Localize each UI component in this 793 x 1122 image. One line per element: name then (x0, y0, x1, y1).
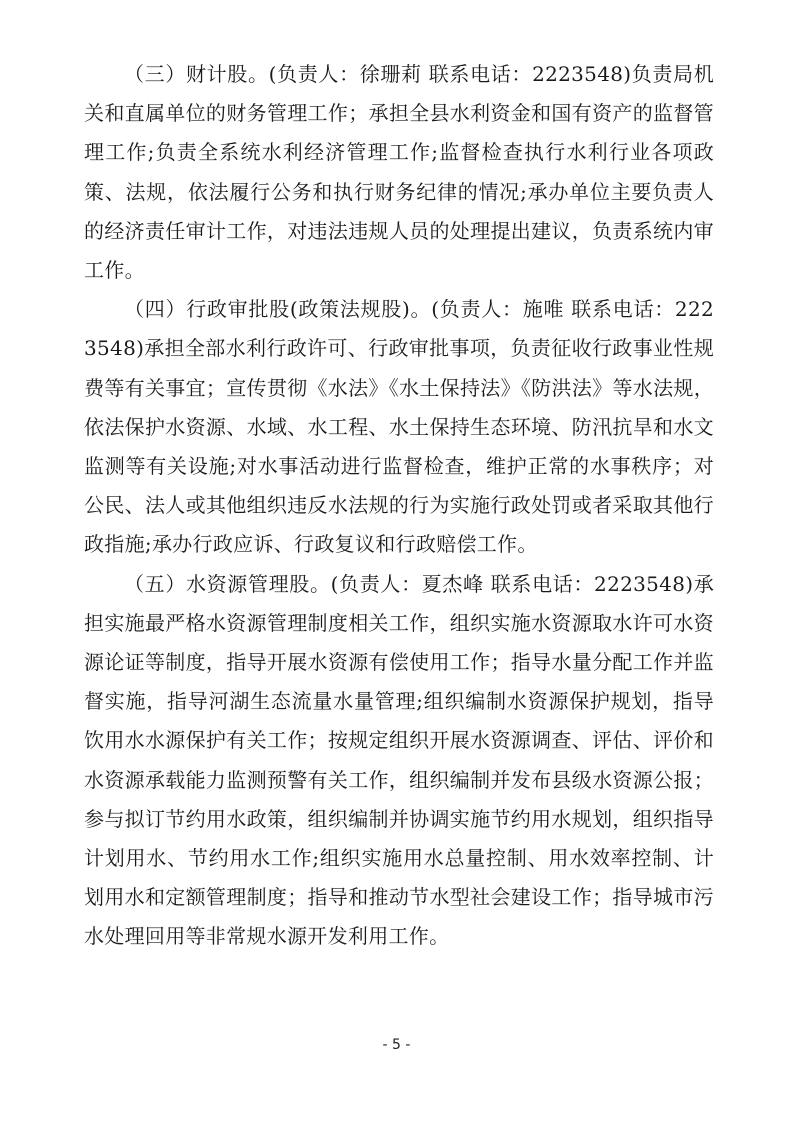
document-body (84, 55, 714, 957)
page-number: - 5 - (382, 1037, 411, 1053)
paragraph-finance-section: （三）财计股。(负责人：徐珊莉 联系电话：2223548)负责局机关和直属单位的财务管理工作；承担全县水利资金和国有资产的监督管理工作;负责全系统水利经济管理工作;监督检查执行水利行业各项政策、法规，依法履行公务和执行财务纪律的情况;承办单位主要负责人的经济责任审计工作，对违法违规人员的处理提出建议，负责系统内审工作。 (84, 62, 714, 283)
paragraph-administrative-approval-section: （四）行政审批股(政策法规股)。(负责人：施唯 联系电话：2223548)承担全部水利行政许可、行政审批事项，负责征收行政事业性规费等有关事宜；宣传贯彻《水法》《水土保持法》《防洪法》等水法规，依法保护水资源、水域、水工程、水土保持生态环境、防汛抗旱和水文监测等有关设施;对水事活动进行监督检查，维护正常的水事秩序；对公民、法人或其他组织违反水法规的行为实施行政处罚或者采取其他行政指施;承办行政应诉、行政复议和行政赔偿工作。 (84, 297, 714, 557)
paragraph-water-resources-section: （五）水资源管理股。(负责人：夏杰峰 联系电话：2223548)承担实施最严格水资源管理制度相关工作，组织实施水资源取水许可水资源论证等制度，指导开展水资源有偿使用工作；指导水量分配工作并监督实施，指导河湖生态流量水量管理;组织编制水资源保护规划，指导饮用水水源保护有关工作；按规定组织开展水资源调查、评估、评价和水资源承载能力监测预警有关工作，组织编制并发布县级水资源公报；参与拟订节约用水政策，组织编制并协调实施节约用水规划，组织指导计划用水、节约用水工作;组织实施用水总量控制、用水效率控制、计划用水和定额管理制度；指导和推动节水型社会建设工作；指导城市污水处理回用等非常规水源开发利用工作。 (84, 571, 714, 949)
